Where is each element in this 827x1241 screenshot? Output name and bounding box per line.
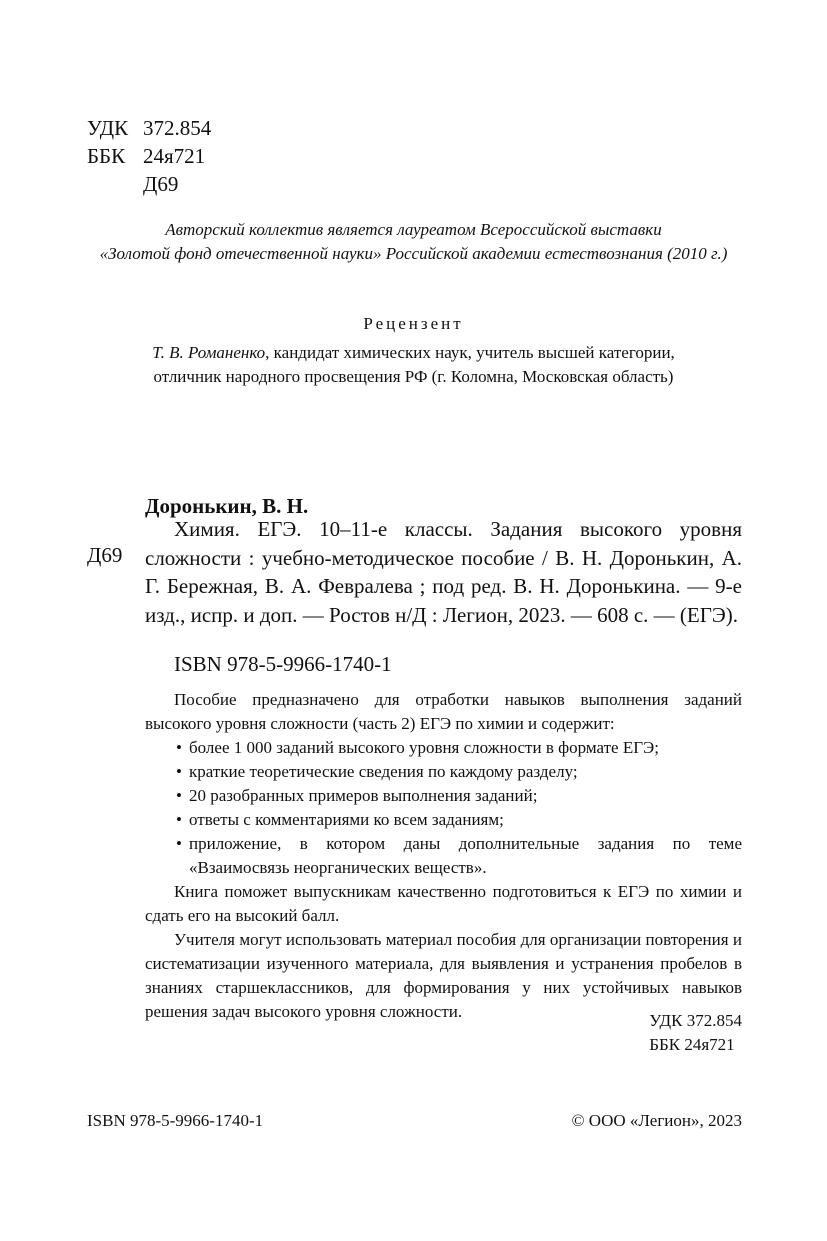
reviewer-heading: Рецензент	[363, 314, 464, 333]
footer-isbn: ISBN 978-5-9966-1740-1	[87, 1111, 264, 1130]
annotation-paragraph-2: Книга поможет выпускникам качественно подготовиться к ЕГЭ по химии и сдать его на высокий балл.	[145, 882, 742, 925]
list-item: • ответы с комментариями ко всем заданиям;	[145, 808, 742, 832]
bottom-bbk: ББК 24я721	[649, 1035, 735, 1054]
reviewer-line-1	[60, 341, 767, 365]
bbk-row	[87, 142, 211, 170]
list-item: • приложение, в котором даны дополнительные задания по теме «Взаимосвязь неорганических веществ».	[145, 832, 742, 880]
laureate-note	[60, 218, 767, 266]
bbk-label: ББК	[87, 144, 126, 168]
udk-label: УДК	[87, 116, 129, 140]
annotation-paragraph-3: Учителя могут использовать материал пособия для организации повторения и систематизации изученного материала, для выявления и устранения пробелов в знаниях старшеклассников, для формирования у них устойчивых навыков решения задач высокого уровня сложности.	[145, 930, 742, 1021]
reviewer-line-2: отличник народного просвещения РФ (г. Коломна, Московская область)	[153, 367, 674, 386]
classification-codes	[87, 114, 211, 198]
reviewer-credentials: , кандидат химических наук, учитель высшей категории,	[265, 343, 675, 362]
list-item: • более 1 000 заданий высокого уровня сложности в формате ЕГЭ;	[145, 736, 742, 760]
bibliographic-description: Химия. ЕГЭ. 10–11-е классы. Задания высокого уровня сложности : учебно-методическое пособие / В. Н. Доронькин, А. Г. Бережная, В. А. Февралева ; под ред. В. Н. Доронькина. — 9-е изд., испр. и доп. — Ростов н/Д : Легион, 2023. — 608 с. — (ЕГЭ).	[145, 517, 742, 627]
entry-author: Доронькин, В. Н.	[145, 494, 309, 518]
annotation-intro: Пособие предназначено для отработки навыков выполнения заданий высокого уровня сложности (часть 2) ЕГЭ по химии и содержит:	[145, 690, 742, 733]
author-mark: Д69	[143, 172, 179, 196]
laureate-line-1: Авторский коллектив является лауреатом Всероссийской выставки	[165, 220, 662, 239]
list-item: • краткие теоретические сведения по каждому разделу;	[145, 760, 742, 784]
copyright: © ООО «Легион», 2023	[571, 1111, 742, 1130]
list-item: • 20 разобранных примеров выполнения заданий;	[145, 784, 742, 808]
udk-value: 372.854	[143, 116, 212, 140]
entry-index-code: Д69	[87, 543, 123, 567]
annotation-bullet-list	[145, 736, 742, 880]
laureate-line-2: «Золотой фонд отечественной науки» Российской академии естествознания (2010 г.)	[99, 244, 728, 263]
reviewer-name: Т. В. Романенко	[152, 343, 266, 362]
bbk-value: 24я721	[143, 144, 206, 168]
annotation	[145, 688, 742, 1024]
bottom-udk: УДК 372.854	[649, 1011, 742, 1030]
entry-isbn: ISBN 978-5-9966-1740-1	[174, 652, 392, 676]
reviewer-info	[60, 341, 767, 389]
bottom-classification-codes	[649, 1009, 742, 1057]
udk-row	[87, 114, 211, 142]
